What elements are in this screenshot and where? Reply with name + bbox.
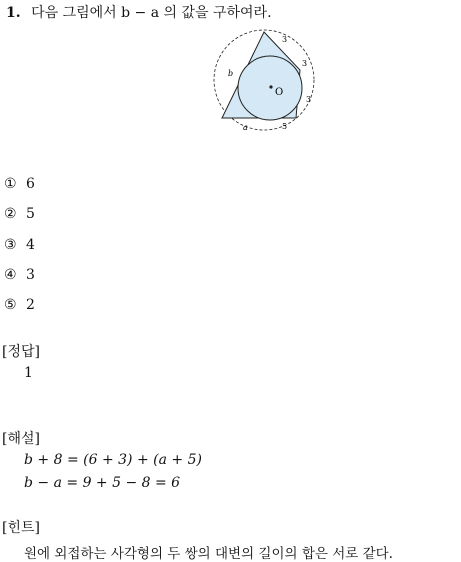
answer-value: 1 (24, 365, 33, 381)
choice-2-mark: ② (4, 206, 17, 222)
geometry-figure (210, 24, 322, 136)
solution-line-2: b − a = 9 + 5 − 8 = 6 (24, 475, 181, 491)
choice-2-value: 5 (26, 206, 35, 222)
question-number: 1. (6, 5, 21, 21)
choice-5-value: 2 (26, 297, 35, 313)
choice-3-value: 4 (26, 237, 35, 253)
hint-text: 원에 외접하는 사각형의 두 쌍의 대변의 길이의 합은 서로 같다. (24, 546, 393, 562)
hint-label: [힌트] (2, 520, 40, 536)
choice-2[interactable] (4, 206, 35, 222)
question-title (6, 2, 272, 22)
center-label: O (275, 87, 284, 98)
circumscribed-quadrilateral-diagram (210, 24, 322, 136)
choice-5-mark: ⑤ (4, 297, 17, 313)
choice-1[interactable] (4, 176, 35, 192)
side-label-bottom-right: 5 (282, 122, 288, 131)
choice-1-mark: ① (4, 176, 17, 192)
solution-line-1: b + 8 = (6 + 3) + (a + 5) (24, 452, 202, 468)
choice-3-mark: ③ (4, 237, 17, 253)
side-label-right-upper: 3 (302, 59, 308, 68)
solution-label: [해설] (2, 431, 40, 447)
choice-4-value: 3 (26, 267, 35, 283)
choice-3[interactable] (4, 237, 35, 253)
side-label-bottom-left: a (243, 123, 248, 132)
choice-1-value: 6 (26, 176, 35, 192)
question-text: 다음 그림에서 b − a 의 값을 구하여라. (31, 5, 272, 21)
side-label-top-right: 3 (282, 35, 288, 44)
center-point (269, 85, 272, 88)
side-label-right-lower: 3 (306, 95, 312, 104)
choice-4[interactable] (4, 267, 35, 283)
choice-4-mark: ④ (4, 267, 17, 283)
choice-5[interactable] (4, 297, 35, 313)
side-label-left: b (228, 69, 234, 78)
answer-label: [정답] (2, 344, 40, 360)
